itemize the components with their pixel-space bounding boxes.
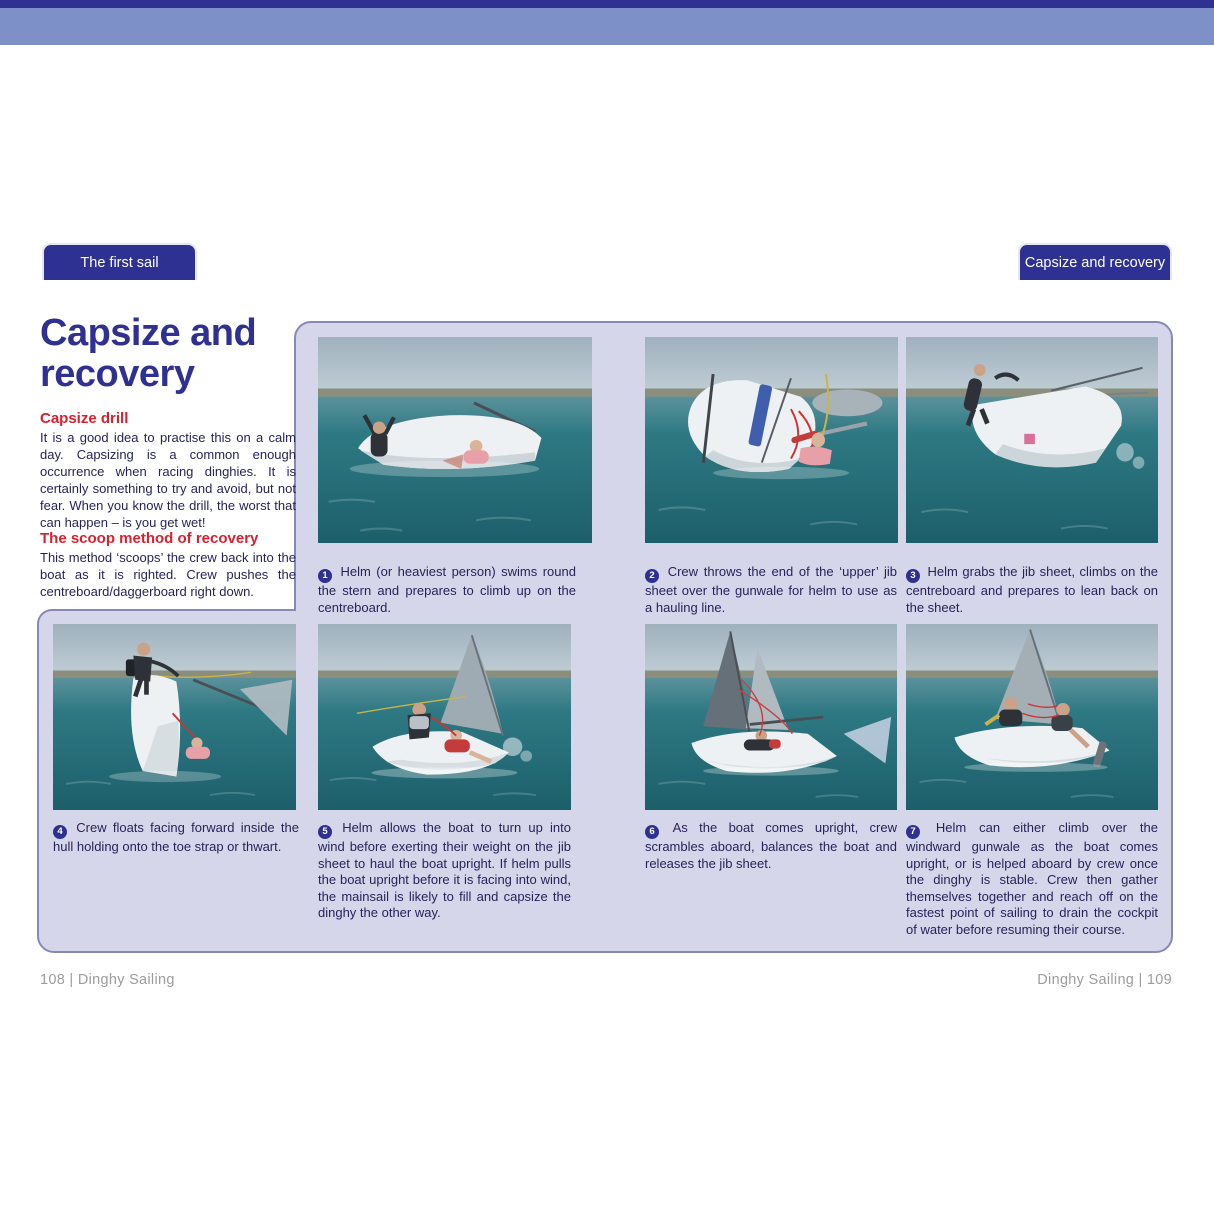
photo-7-helm-climbs-over-gunwale bbox=[906, 624, 1158, 810]
heading-capsize-drill: Capsize drill bbox=[40, 410, 129, 427]
footer-right-page: Dinghy Sailing | 109 bbox=[1037, 972, 1172, 988]
tab-right-label: Capsize and recovery bbox=[1024, 254, 1166, 271]
caption-2-text: Crew throws the end of the ‘upper’ jib sheet over the gunwale for helm to use as a hauling line. bbox=[645, 564, 897, 615]
photo-5-helm-hauls-boat-upright bbox=[318, 624, 571, 810]
caption-3-number: 3 bbox=[906, 569, 920, 583]
page-title-line1: Capsize and bbox=[40, 312, 257, 354]
heading-scoop-method: The scoop method of recovery bbox=[40, 530, 259, 547]
caption-4 bbox=[53, 820, 299, 856]
caption-3 bbox=[906, 564, 1158, 616]
caption-5 bbox=[318, 820, 571, 922]
paragraph-capsize-drill: It is a good idea to practise this on a calm day. Capsizing is a common enough occurrence when racing dinghies. It is certainly something to try and avoid, but not fear. When you know the drill, the worst that can happen – is you get wet! bbox=[40, 430, 296, 530]
tab-left-label: The first sail bbox=[80, 254, 159, 271]
caption-1-number: 1 bbox=[318, 569, 332, 583]
footer-left-page: 108 | Dinghy Sailing bbox=[40, 972, 175, 988]
page-title-line2: recovery bbox=[40, 353, 195, 395]
caption-5-number: 5 bbox=[318, 825, 332, 839]
photo-3-helm-climbs-centreboard bbox=[906, 337, 1158, 543]
caption-3-text: Helm grabs the jib sheet, climbs on the centreboard and prepares to lean back on the sheet. bbox=[906, 564, 1158, 615]
caption-6-text: As the boat comes upright, crew scrambles aboard, balances the boat and releases the jib sheet. bbox=[645, 820, 898, 871]
paragraph-scoop-method: This method ‘scoops’ the crew back into the boat as it is righted. Crew pushes the centreboard/daggerboard right down. bbox=[40, 550, 296, 599]
photo-1-helm-swims-round-stern bbox=[318, 337, 592, 543]
caption-6 bbox=[645, 820, 897, 872]
caption-4-text: Crew floats facing forward inside the hull holding onto the toe strap or thwart. bbox=[53, 820, 299, 854]
caption-1-text: Helm (or heaviest person) swims round the stern and prepares to climb up on the centreboard. bbox=[318, 564, 576, 615]
caption-7-number: 7 bbox=[906, 825, 920, 839]
photo-6-crew-scrambles-aboard bbox=[645, 624, 897, 810]
page-title bbox=[40, 313, 256, 395]
caption-6-number: 6 bbox=[645, 825, 659, 839]
caption-2 bbox=[645, 564, 897, 616]
photo-4-crew-floats-inside-hull bbox=[53, 624, 296, 810]
caption-5-text: Helm allows the boat to turn up into wind before exerting their weight on the jib sheet to haul the boat upright. If helm pulls the boat upright before it is facing into wind, the mainsail is likely to fill and capsize the dinghy the other way. bbox=[318, 820, 571, 920]
caption-2-number: 2 bbox=[645, 569, 659, 583]
caption-7 bbox=[906, 820, 1158, 938]
photo-2-crew-throws-jib-sheet bbox=[645, 337, 898, 543]
caption-7-text: Helm can either climb over the windward gunwale as the boat comes upright, or is helped aboard by crew once the dinghy is stable. Crew then gather themselves together and reach off on the fastest point of sailing to drain the cockpit of water before resuming their course. bbox=[906, 820, 1158, 937]
caption-4-number: 4 bbox=[53, 825, 67, 839]
caption-1 bbox=[318, 564, 576, 616]
